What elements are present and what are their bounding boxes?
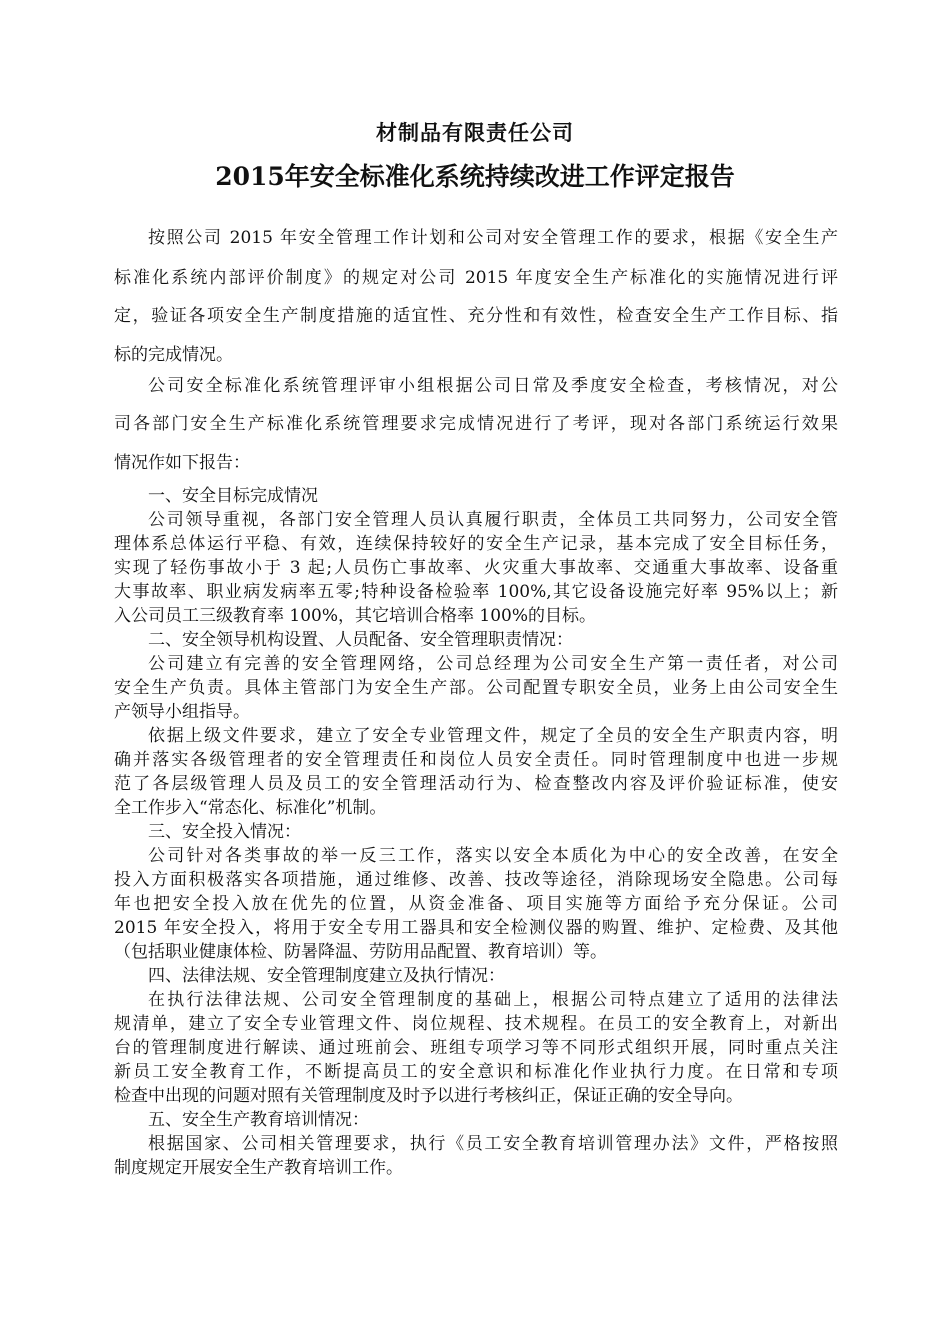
paragraph-line: 定，验证各项安全生产制度措施的适宜性、充分性和有效性，检查安全生产工作目标、指 (114, 306, 838, 326)
paragraph-line: 投入方面积极落实各项措施，通过维修、改善、技改等途径，消除现场安全隐患。公司每 (114, 870, 838, 890)
paragraph-line: 根据国家、公司相关管理要求，执行《员工安全教育培训管理办法》文件，严格按照 (148, 1134, 838, 1154)
paragraph-line: 公司安全标准化系统管理评审小组根据公司日常及季度安全检查，考核情况，对公 (148, 376, 838, 396)
paragraph-line: 依据上级文件要求，建立了安全专业管理文件，规定了全员的安全生产职责内容，明 (148, 726, 838, 746)
report-title: 2015年安全标准化系统持续改进工作评定报告 (215, 162, 735, 191)
paragraph-line: 规清单，建立了安全专业管理文件、岗位规程、技术规程。在员工的安全教育上，对新出 (114, 1014, 838, 1034)
paragraph-line: 大事故率、职业病发病率五零;特种设备检验率 100%,其它设备设施完好率 95%以上；新 (114, 582, 838, 602)
paragraph-line: 在执行法律法规、公司安全管理制度的基础上，根据公司特点建立了适用的法律法 (148, 990, 838, 1010)
paragraph-line: 确并落实各级管理者的安全管理责任和岗位人员安全责任。同时管理制度中也进一步规 (114, 750, 838, 770)
paragraph-line: 全工作步入“常态化、标准化”机制。 (114, 798, 387, 818)
paragraph-line: 按照公司 2015 年安全管理工作计划和公司对安全管理工作的要求，根据《安全生产 (148, 228, 838, 248)
paragraph-line: 年也把安全投入放在优先的位置，从资金准备、项目实施等方面给予充分保证。公司 (114, 894, 838, 914)
paragraph-line: 标的完成情况。 (114, 345, 233, 365)
section-heading: 四、法律法规、安全管理制度建立及执行情况： (148, 966, 505, 986)
paragraph-line: 新员工安全教育工作，不断提高员工的安全意识和标准化作业执行力度。在日常和专项 (114, 1062, 838, 1082)
paragraph-line: 产领导小组指导。 (114, 702, 250, 722)
paragraph-line: 台的管理制度进行解读、通过班前会、班组专项学习等不同形式组织开展，同时重点关注 (114, 1038, 838, 1058)
company-name: 材制品有限责任公司 (376, 120, 574, 145)
paragraph-line: 2015 年安全投入，将用于安全专用工器具和安全检测仪器的购置、维护、定检费、及其他 (114, 918, 838, 938)
paragraph-line: 情况作如下报告： (114, 453, 250, 473)
paragraph-line: 公司针对各类事故的举一反三工作，落实以安全本质化为中心的安全改善，在安全 (148, 846, 838, 866)
paragraph-line: 公司建立有完善的安全管理网络，公司总经理为公司安全生产第一责任者，对公司 (148, 654, 838, 674)
paragraph-line: （包括职业健康体检、防暑降温、劳防用品配置、教育培训）等。 (114, 942, 607, 962)
paragraph-line: 入公司员工三级教育率 100%，其它培训合格率 100%的目标。 (114, 606, 597, 626)
section-heading: 三、安全投入情况： (148, 822, 301, 842)
section-heading: 一、安全目标完成情况 (148, 486, 318, 506)
paragraph-line: 司各部门安全生产标准化系统管理要求完成情况进行了考评，现对各部门系统运行效果 (114, 414, 838, 434)
paragraph-line: 标准化系统内部评价制度》的规定对公司 2015 年度安全生产标准化的实施情况进行评 (114, 268, 838, 288)
paragraph-line: 安全生产负责。具体主管部门为安全生产部。公司配置专职安全员，业务上由公司安全生 (114, 678, 838, 698)
paragraph-line: 检查中出现的问题对照有关管理制度及时予以进行考核纠正，保证正确的安全导向。 (114, 1086, 743, 1106)
paragraph-line: 理体系总体运行平稳、有效，连续保持较好的安全生产记录，基本完成了安全目标任务， (114, 534, 838, 554)
paragraph-line: 制度规定开展安全生产教育培训工作。 (114, 1158, 403, 1178)
paragraph-line: 实现了轻伤事故小于 3 起;人员伤亡事故率、火灾重大事故率、交通重大事故率、设备重 (114, 558, 838, 578)
paragraph-line: 范了各层级管理人员及员工的安全管理活动行为、检查整改内容及评价验证标准，使安 (114, 774, 838, 794)
section-heading: 五、安全生产教育培训情况： (148, 1110, 369, 1130)
paragraph-line: 公司领导重视，各部门安全管理人员认真履行职责，全体员工共同努力，公司安全管 (148, 510, 838, 530)
section-heading: 二、安全领导机构设置、人员配备、安全管理职责情况： (148, 630, 573, 650)
